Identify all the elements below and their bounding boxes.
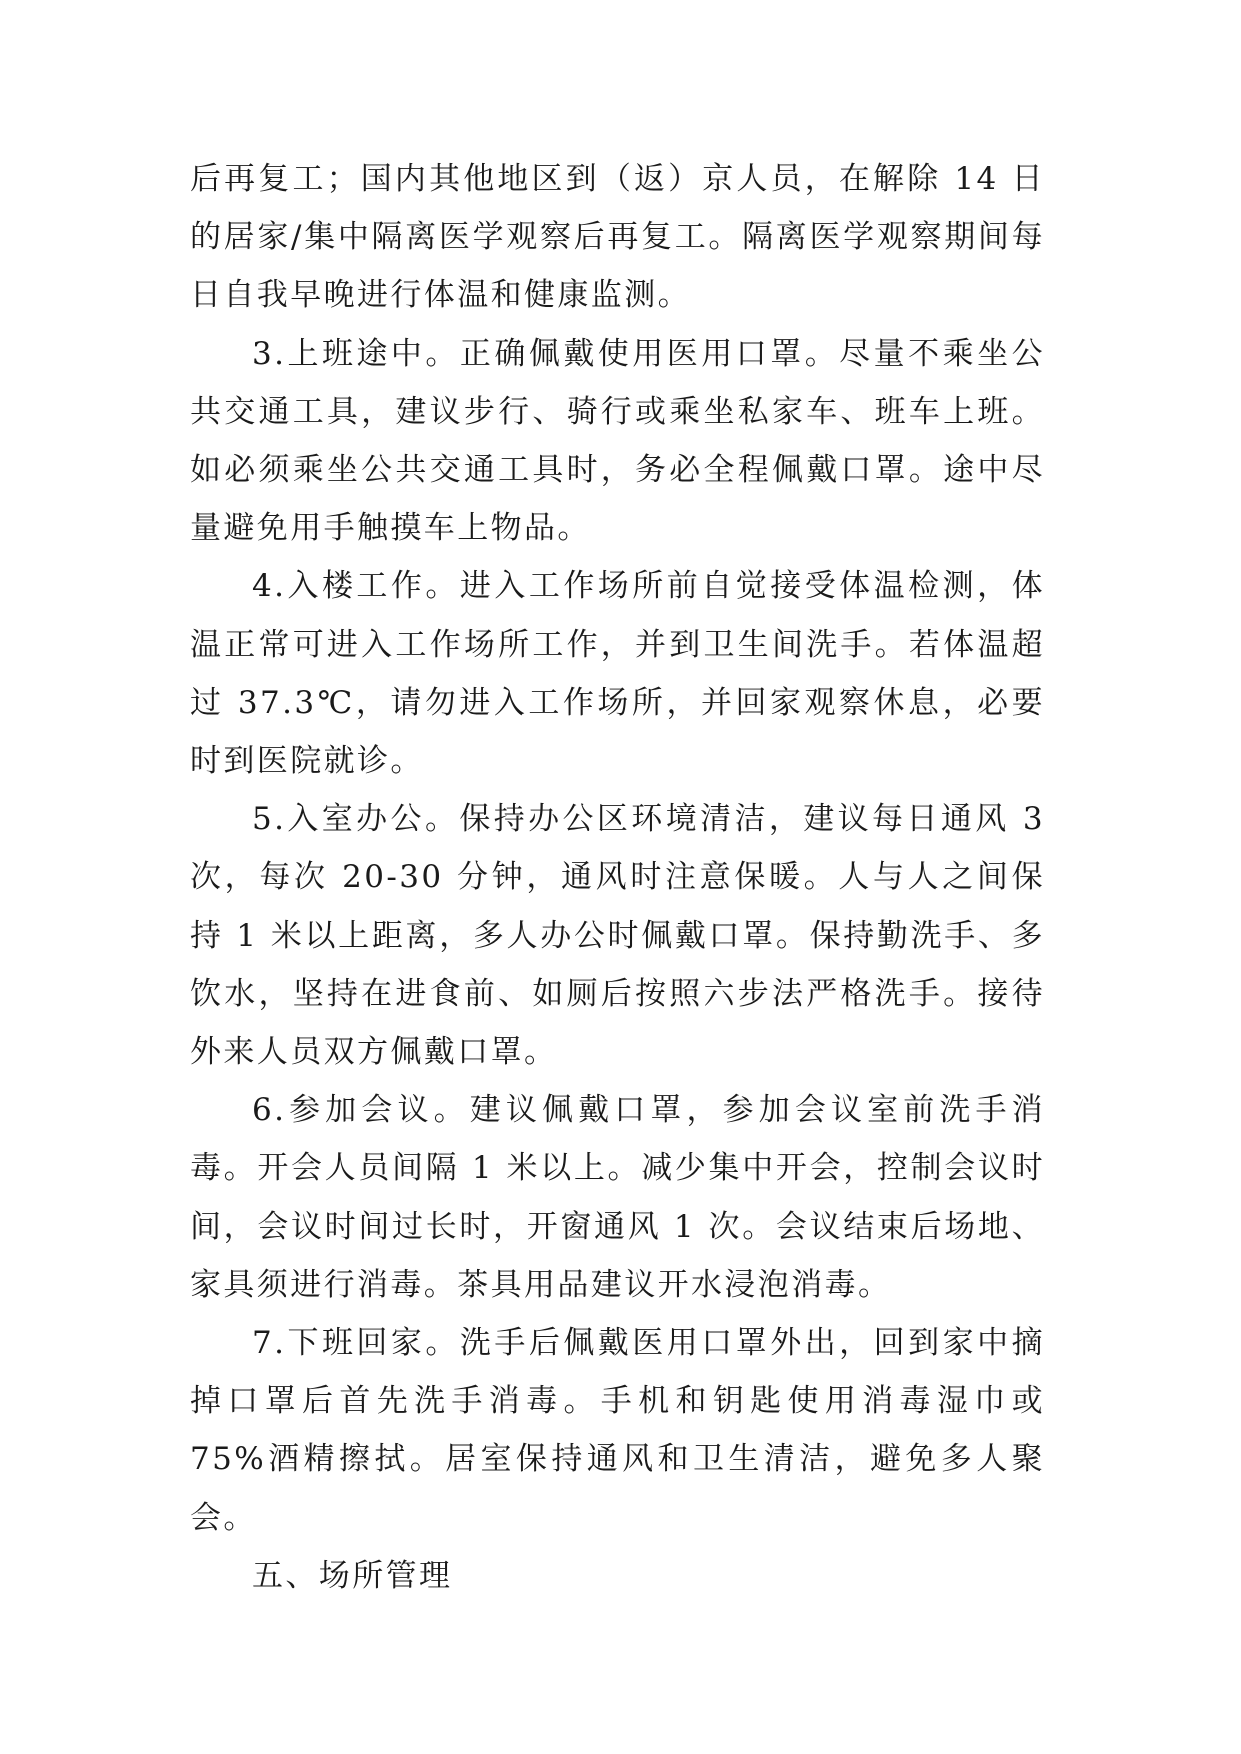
paragraph-meetings: 6.参加会议。建议佩戴口罩，参加会议室前洗手消毒。开会人员间隔 1 米以上。减少集中开会，控制会议时间，会议时间过长时，开窗通风 1 次。会议结束后场地、家具须进行消毒。茶具用品建议开水浸泡消毒。 [190, 1092, 1045, 1303]
paragraph-entering-building: 4.入楼工作。进入工作场所前自觉接受体温检测，体温正常可进入工作场所工作，并到卫生间洗手。若体温超过 37.3℃，请勿进入工作场所，并回家观察休息，必要时到医院就诊。 [190, 568, 1045, 780]
paragraph-commute: 3.上班途中。正确佩戴使用医用口罩。尽量不乘坐公共交通工具，建议步行、骑行或乘坐私家车、班车上班。如必须乘坐公共交通工具时，务必全程佩戴口罩。途中尽量避免用手触摸车上物品。 [190, 335, 1045, 547]
paragraph-continuation: 后再复工；国内其他地区到（返）京人员，在解除 14 日的居家/集中隔离医学观察后再复工。隔离医学观察期间每日自我早晚进行体温和健康监测。 [190, 161, 1045, 314]
section-heading-venue-management: 五、场所管理 [252, 1557, 453, 1594]
document-body [190, 150, 1045, 1605]
paragraph-going-home: 7.下班回家。洗手后佩戴医用口罩外出，回到家中摘掉口罩后首先洗手消毒。手机和钥匙使用消毒湿巾或 75%酒精擦拭。居室保持通风和卫生清洁，避免多人聚会。 [190, 1325, 1045, 1536]
paragraph-office-work: 5.入室办公。保持办公区环境清洁，建议每日通风 3 次，每次 20-30 分钟，通风时注意保暖。人与人之间保持 1 米以上距离，多人办公时佩戴口罩。保持勤洗手、多饮水，坚持在进食前、如厕后按照六步法严格洗手。接待外来人员双方佩戴口罩。 [190, 801, 1045, 1071]
